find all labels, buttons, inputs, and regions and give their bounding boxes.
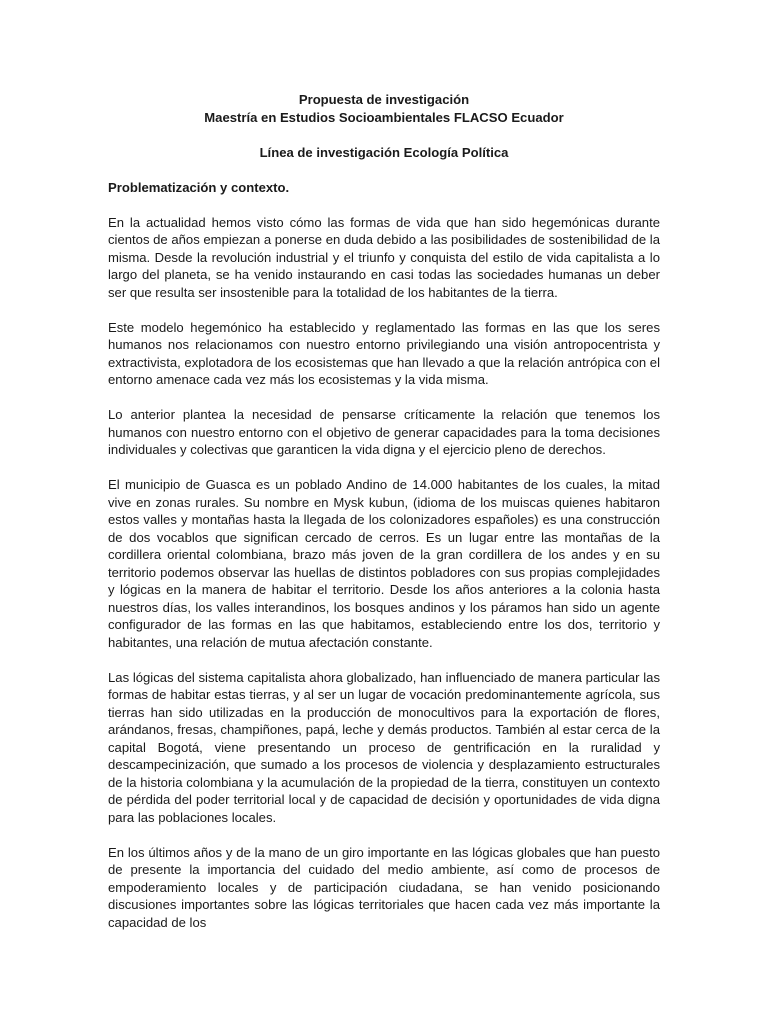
document-body — [108, 91, 660, 931]
paragraph: Lo anterior plantea la necesidad de pensarse críticamente la relación que tenemos los humanos con nuestro entorno con el objetivo de generar capacidades para la toma decisiones individuales y colectivas que garanticen la vida digna y el ejercicio pleno de derechos. — [108, 407, 660, 457]
research-line-heading: Línea de investigación Ecología Política — [259, 144, 509, 160]
document-title: Propuesta de investigación — [298, 92, 470, 107]
document-subtitle: Maestría en Estudios Socioambientales FLACSO Ecuador — [204, 109, 564, 125]
paragraph: En la actualidad hemos visto cómo las formas de vida que han sido hegemónicas durante cientos de años empiezan a ponerse en duda debido a las posibilidades de sostenibilidad de la misma. Desde la revolución industrial y el triunfo y conquista del estilo de vida capitalista a lo largo del planeta, se ha venido instaurando en casi todas las sociedades humanas un deber ser que resulta ser insostenible para la totalidad de los habitantes de la tierra. — [108, 214, 660, 300]
paragraph: El municipio de Guasca es un poblado Andino de 14.000 habitantes de los cuales, la mitad vive en zonas rurales. Su nombre en Mysk kubun, (idioma de los muiscas quienes habitaron estos valles y montañas hasta la llegada de los colonizadores españoles) es una construcción de dos vocablos que significan cercado de cerros. Es un lugar entre las montañas de la cordillera oriental colombiana, brazo más joven de la gran cordillera de los andes y en su territorio podemos observar las huellas de distintos pobladores con sus propias complejidades y lógicas en la manera de habitar el territorio. Desde los años anteriores a la colonia hasta nuestros días, los valles interandinos, los bosques andinos y los páramos han sido un agente configurador de las formas en las que habitamos, estableciendo entre los dos, territorio y habitantes, una relación de mutua afectación constante. — [108, 477, 660, 650]
spacer — [108, 196, 660, 214]
section-title: Problematización y contexto. — [108, 179, 290, 195]
paragraph: En los últimos años y de la mano de un giro importante en las lógicas globales que han puesto de presente la importancia del cuidado del medio ambiente, así como de procesos de empoderamiento locales y de participación ciudadana, se han venido posicionando discusiones importantes sobre las lógicas territoriales que hacen cada vez más importante la capacidad de los — [108, 844, 660, 930]
paragraph: Las lógicas del sistema capitalista ahora globalizado, han influenciado de manera particular las formas de habitar estas tierras, y al ser un lugar de vocación predominantemente agrícola, sus tierras han sido utilizadas en la producción de monocultivos para la exportación de flores, arándanos, fresas, champiñones, papá, leche y demás productos. También al estar cerca de la capital Bogotá, viene presentando un proceso de gentrificación en la ruralidad y descampecinización, que sumado a los procesos de violencia y desplazamiento estructurales de la historia colombiana y la acumulación de la propiedad de la tierra, constituyen un contexto de pérdida del poder territorial local y de capacidad de decisión y oportunidades de vida digna para las poblaciones locales. — [108, 669, 660, 825]
spacer — [108, 126, 660, 144]
paragraph: Este modelo hegemónico ha establecido y reglamentado las formas en las que los seres humanos nos relacionamos con nuestro entorno privilegiando una visión antropocentrista y extractivista, explotadora de los ecosistemas que han llevado a que la relación antrópica con el entorno amenace cada vez más los ecosistemas y la vida misma. — [108, 319, 660, 387]
spacer — [108, 161, 660, 179]
